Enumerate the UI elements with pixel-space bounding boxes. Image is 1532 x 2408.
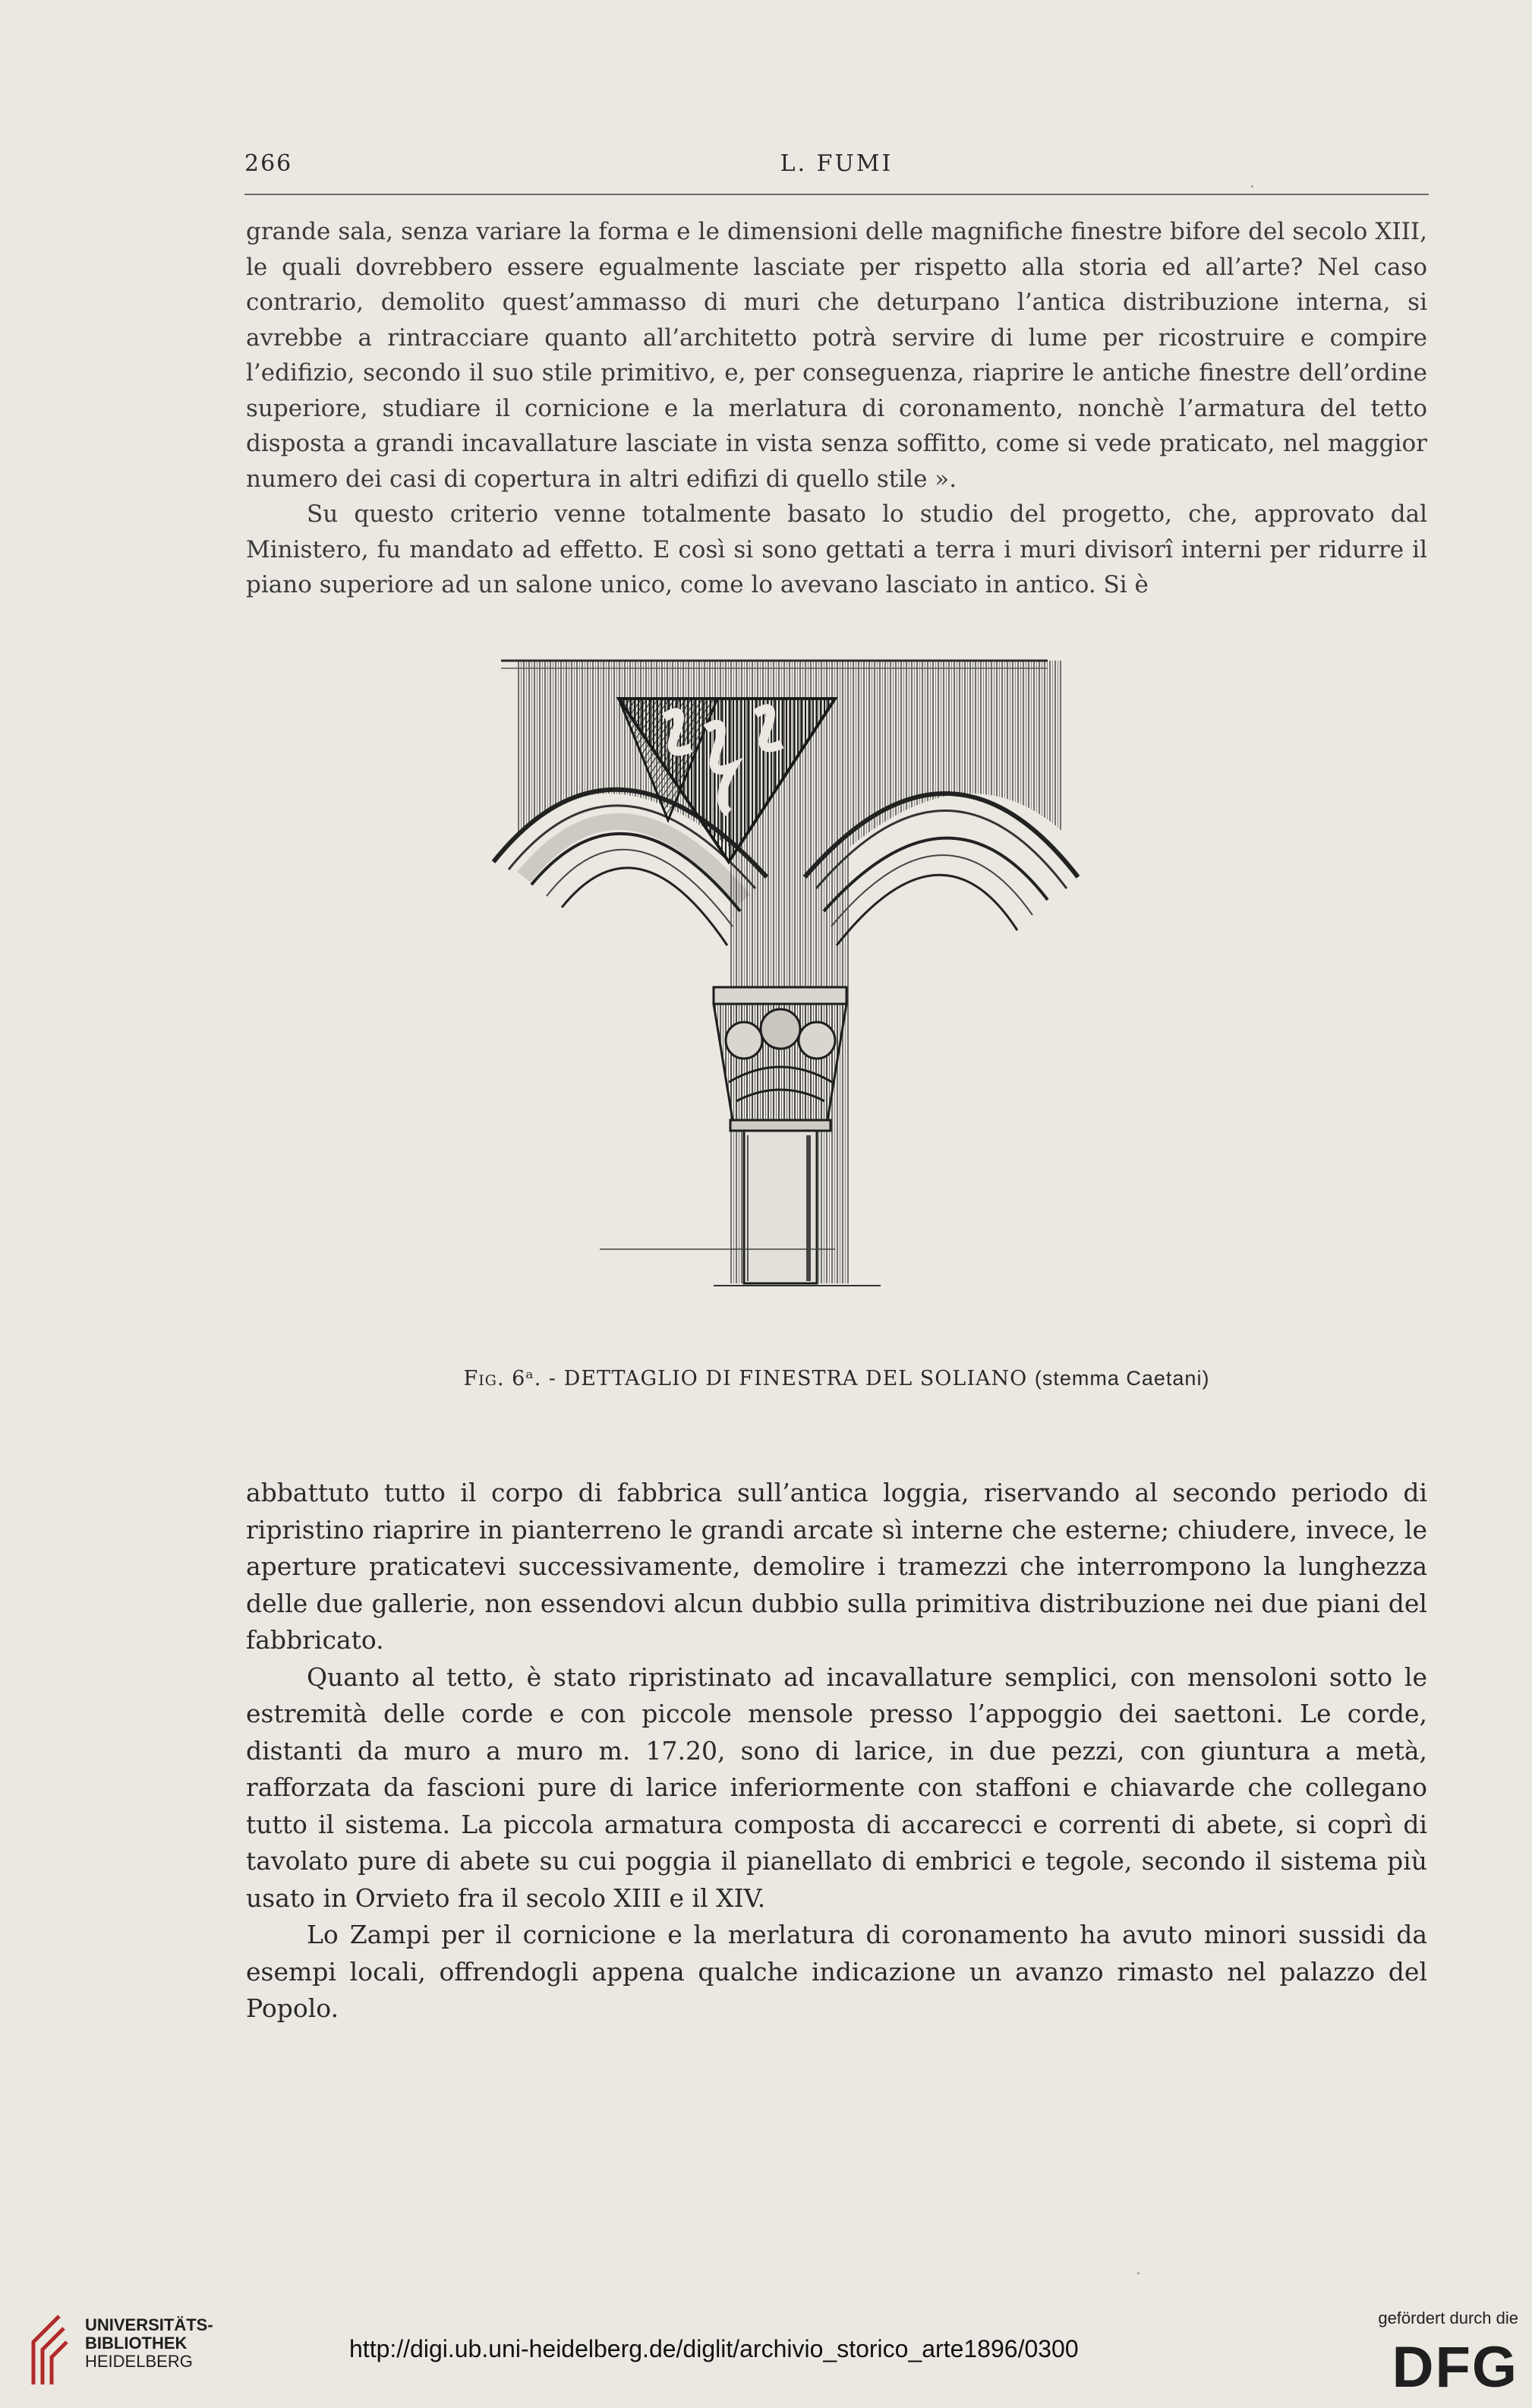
engraving-illustration [486,626,1184,1333]
window-detail-engraving [486,626,1184,1333]
dfg-funding-block [1359,2309,1518,2400]
university-library-logo-icon [23,2309,68,2392]
figure-note: (stemma Caetani) [1034,1367,1210,1390]
paragraph: abbattuto tutto il corpo di fabbrica sull’antica loggia, riservando al secondo periodo di ripristino riaprire in pianterreno le grandi arcate sì interne che esterne; chiudere, invece, le aperture praticatevi successivamente, demolire i tramezzi che interrompono la lunghezza delle due gallerie, non essendovi alcun dubbio sulla primitiva distribuzione nei due piani del fabbricato. [246,1478,1427,1655]
paragraph: Su questo criterio venne totalmente basato lo studio del progetto, che, approvato dal Ministero, fu mandato ad effetto. E così si sono gettati a terra i muri divisorî interni per ridurre il piano superiore ad un salone unico, come lo avevano lasciato in antico. Si è [246,500,1427,598]
header-rule [244,194,1429,195]
scan-speck [1251,185,1253,188]
library-name-line: BIBLIOTHEK [85,2334,188,2353]
paragraph: grande sala, senza variare la forma e le dimensioni delle magnifiche finestre bifore del secolo XIII, le quali dovrebbero essere egualmente lasciate per rispetto alla storia ed all’arte? Nel caso contrario, demolito quest’ammasso di muri che deturpano l’antica distribuzione interna, si avrebbe a rintracciare quanto all’architetto potrà servire di lume per ricostruire e compire l’edifizio, secondo il suo stile primitivo, e, per conseguenza, riaprire le antiche finestre dell’ordine superiore, studiare il cornicione e la merlatura di coronamento, nonchè l’armatura del tetto disposta a grandi incavallature lasciate in vista senza soffitto, come si vede praticato, nel maggior numero dei casi di copertura in altri edifizi di quello stile ». [246,218,1427,493]
paragraph: Lo Zampi per il cornicione e la merlatura di coronamento ha avuto minori sussidi da esempi locali, offrendogli appena qualche indicazione un avanzo rimasto nel palazzo del Popolo. [246,1920,1427,2023]
figure-title: - DETTAGLIO DI FINESTRA DEL SOLIANO [548,1367,1028,1390]
library-name [85,2316,213,2371]
figure-caption [244,1367,1429,1390]
running-head: L. FUMI [780,150,894,177]
body-text-bottom [246,1475,1427,2028]
page-header [244,150,1429,196]
library-name-line: UNIVERSITÄTS- [85,2315,213,2334]
funding-note: gefördert durch die [1378,2309,1518,2328]
figure-label: Fig. 6ᵃ. [463,1367,542,1390]
paragraph: Quanto al tetto, è stato ripristinato ad incavallature semplici, con mensoloni sotto le estremità delle corde e con piccole mensole presso l’appoggio dei saettoni. Le corde, distanti da muro a muro m. 17.20, sono di larice, in due pezzi, con giuntura a metà, rafforzata da fascioni pure di larice inferiormente con staffoni e chiavarde che collegano tutto il sistema. La piccola armatura composta di accarecci e correnti di abete, si coprì di tavolato pure di abete su cui poggia il pianellato di embrici e tegole, secondo il sistema più usato in Orvieto fra il secolo XIII e il XIV. [246,1662,1427,1913]
body-text-top [246,214,1427,603]
page-number: 266 [244,150,293,177]
scan-speck [1137,2272,1140,2274]
permalink-url[interactable]: http://digi.ub.uni-heidelberg.de/diglit/archivio_storico_arte1896/0300 [349,2335,1079,2362]
library-name-line: HEIDELBERG [85,2352,193,2371]
dfg-logo: DFG [1392,2335,1518,2400]
digitization-footer [0,2293,1532,2408]
